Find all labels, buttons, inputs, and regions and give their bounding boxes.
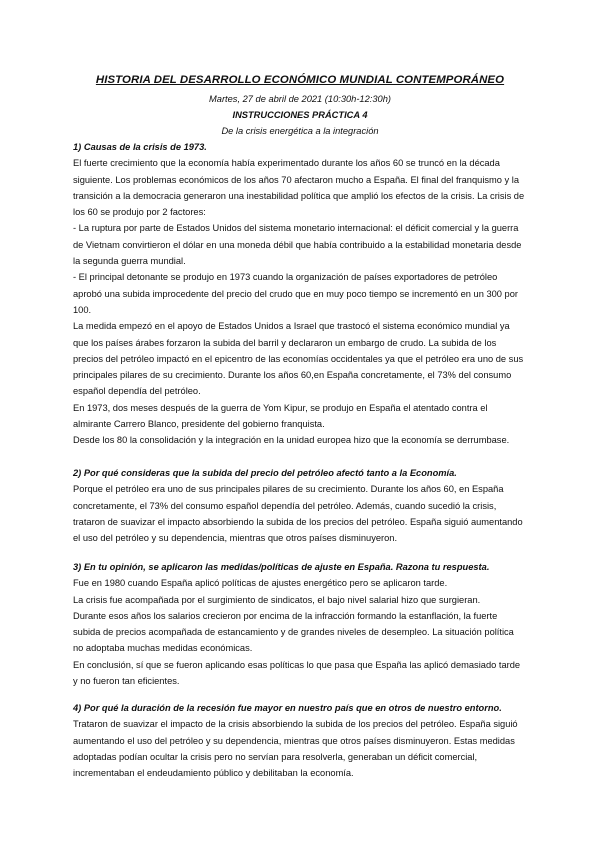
section-1-paragraph: La medida empezó en el apoyo de Estados Unidos a Israel que trastocó el sistema económico mundial ya que los países árabes forzaron la subida del barril y declararon un embargo de crudo. La subida de los precios del petróleo impactó en el epicentro de las economías occidentales ya que el petróleo era uno de sus principales pilares de su crecimiento. Durante los años 60,en España concretamente, el 73% del consumo español dependía del petróleo. (73, 321, 524, 397)
section-3 (73, 559, 525, 689)
section-2-paragraph: Porque el petróleo era uno de sus principales pilares de su crecimiento. Durante los años 60, en España concretamente, el 73% del consumo español dependía del petróleo. Además, cuando sucedió la crisis, trataron de suavizar el impacto absorbiendo la subida de los precios del petróleo. España siguió aumentando el uso del petróleo y su dependencia, mientras que otros países disminuyeron. (73, 484, 523, 544)
section-1-paragraph: El fuerte crecimiento que la economía había experimentado durante los años 60 se truncó en la década siguiente. Los problemas económicos de los años 70 afectaron mucho a España. El final del franquismo y la transición a la democracia generaron una inestabilidad política que amplió los efectos de la crisis. La crisis de los 60 se produjo por 2 factores: (73, 158, 525, 218)
section-1-paragraph: - El principal detonante se produjo en 1973 cuando la organización de países exportadores de petróleo aprobó una subida improcedente del precio del crudo que en muy poco tiempo se incrementó en un 300 por 100. (73, 272, 518, 315)
section-2 (73, 465, 525, 546)
section-4 (73, 700, 525, 781)
section-1-paragraph: Desde los 80 la consolidación y la integración en la unidad europea hizo que la economía se derrumbase. (73, 435, 510, 446)
question-3: 3) En tu opinión, se aplicaron las medidas/políticas de ajuste en España. Razona tu respuesta. (73, 562, 490, 572)
section-1-paragraph: En 1973, dos meses después de la guerra de Yom Kipur, se produjo en España el atentado contra el almirante Carrero Blanco, presidente del gobierno franquista. (73, 402, 488, 430)
instructions-heading: INSTRUCCIONES PRÁCTICA 4 (232, 110, 368, 120)
section-3-paragraph: En conclusión, sí que se fueron aplicando esas políticas lo que pasa que España las aplicó demasiado tarde y no fueron tan eficientes. (73, 659, 521, 687)
section-1-paragraph: - La ruptura por parte de Estados Unidos del sistema monetario internacional: el déficit comercial y la guerra de Vietnam convirtieron el dólar en una moneda débil que había contribuido a la estabilidad monetaria desde la segunda guerra mundial. (73, 223, 522, 267)
session-date: Martes, 27 de abril de 2021 (10:30h-12:30h) (209, 94, 391, 104)
section-1 (73, 139, 525, 449)
question-2: 2) Por qué consideras que la subida del precio del petróleo afectó tanto a la Economía. (73, 468, 457, 478)
section-3-paragraph: Fue en 1980 cuando España aplicó políticas de ajustes energético pero se aplicaron tarde. (73, 578, 448, 589)
section-4-paragraph: Trataron de suavizar el impacto de la crisis absorbiendo la subida de los precios del petróleo. España siguió aumentando el uso del petróleo y su dependencia, mientras que otros países disminuyeron. Estas medidas adoptadas podían ocultar la crisis pero no servían para resolverla, generaban un déficit comercial, incrementaban el endeudamiento público y debilitaban la economía. (73, 719, 518, 779)
document-subtitle: De la crisis energética a la integración (221, 126, 379, 136)
section-3-paragraph: Durante esos años los salarios crecieron por encima de la infracción formando la estanflación, la fuerte subida de precios acompañada de estancamiento y de grandes niveles de desempleo. La situación política no adoptaba muchas medidas económicas. (73, 610, 514, 654)
document-title: HISTORIA DEL DESARROLLO ECONÓMICO MUNDIAL CONTEMPORÁNEO (95, 74, 505, 86)
question-4: 4) Por qué la duración de la recesión fue mayor en nuestro país que en otros de nuestro entorno. (73, 703, 502, 713)
section-3-paragraph: La crisis fue acompañada por el surgimiento de sindicatos, el bajo nivel salarial hizo que surgieran. (73, 594, 481, 605)
question-1: 1) Causas de la crisis de 1973. (73, 142, 207, 152)
